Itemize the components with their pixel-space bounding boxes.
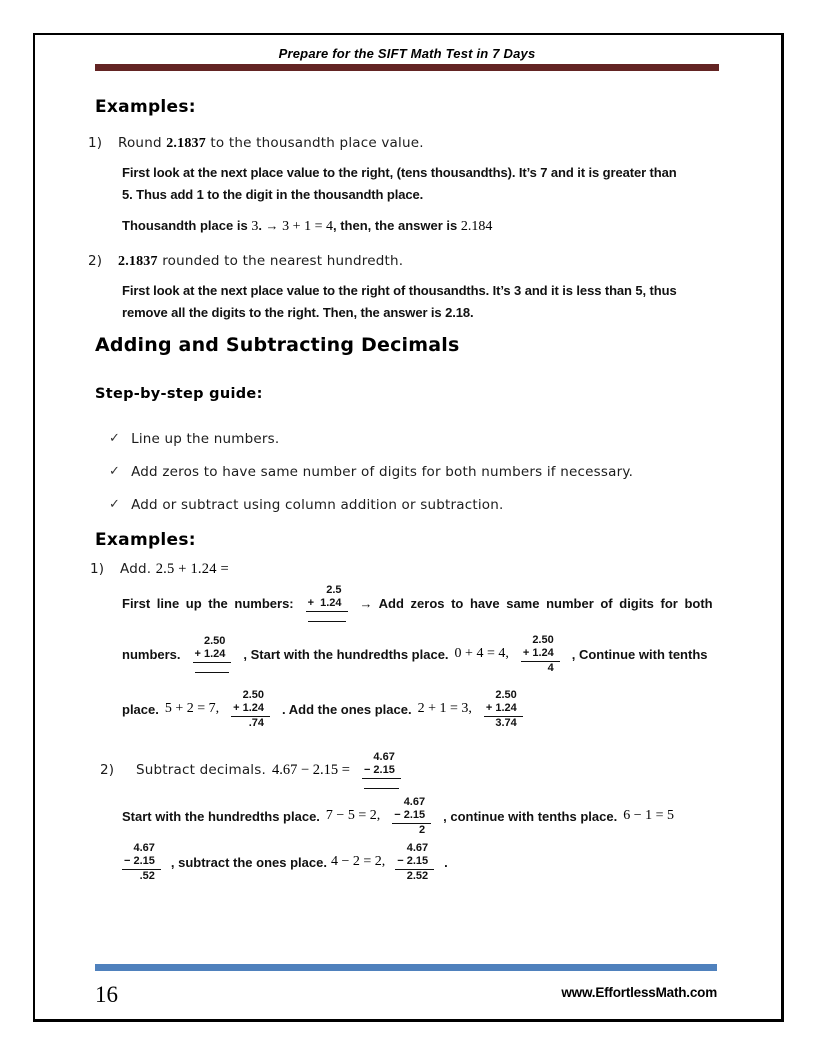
item-text-post: to the thousandth place value. — [210, 135, 424, 151]
item-equation: 4.67 − 2.15 = — [271, 761, 350, 778]
stack-operand: + 1.24 — [521, 647, 560, 662]
round-item-1 — [88, 135, 719, 152]
page-header-title: Prepare for the SIFT Math Test in 7 Days — [278, 46, 536, 61]
add-item-title — [90, 561, 719, 578]
step-list — [109, 431, 719, 513]
add-work-line-3 — [122, 686, 719, 732]
work-text: , continue with tenths place. — [443, 808, 618, 824]
step-text: Add or subtract using column addition or subtraction. — [131, 497, 504, 513]
add-work-line-1 — [122, 580, 719, 626]
stack-top: 4.67 — [373, 751, 395, 763]
checkmark-icon: ✓ — [109, 464, 121, 479]
stack-result: .74 — [248, 716, 265, 729]
step-item — [109, 497, 719, 513]
work-equation: 6 − 1 = 5 — [623, 808, 674, 823]
stack-top: 2.50 — [203, 635, 226, 647]
stack-operand: + 1.24 — [231, 702, 270, 717]
stack-result — [195, 663, 230, 673]
work-text: place. — [122, 701, 159, 717]
round-item-1-explanation — [122, 162, 719, 206]
subtract-work-line-2 — [122, 839, 719, 885]
work-equation: 0 + 4 = 4, — [454, 646, 509, 661]
explanation-line: 5. Thus add 1 to the digit in the thousandth place. — [122, 187, 424, 202]
stack-operand: + 1.24 — [306, 597, 348, 612]
stack-result: .52 — [139, 869, 155, 882]
column-addition-stack — [306, 584, 348, 622]
stack-result: 2.52 — [406, 869, 429, 882]
work-equation: 4 − 2 = 2, — [330, 854, 386, 869]
column-addition-stack — [193, 635, 232, 673]
work-equation: 7 − 5 = 2, — [325, 808, 381, 823]
checkmark-icon: ✓ — [109, 431, 121, 446]
column-subtraction-stack — [362, 751, 401, 789]
stack-operand: − 2.15 — [362, 764, 401, 779]
stack-operand: − 2.15 — [395, 855, 434, 870]
stack-result — [364, 779, 399, 789]
work-text: numbers. — [122, 646, 181, 662]
step-item — [109, 464, 719, 480]
section-heading: Adding and Subtracting Decimals — [95, 334, 460, 356]
result-answer: 2.184 — [460, 219, 493, 234]
guide-heading: Step-by-step guide: — [95, 386, 263, 402]
explanation-line: First look at the next place value to the right, (tens thousandths). It’s 7 and it is greater than — [122, 165, 677, 180]
item-number: 2) — [88, 253, 103, 269]
item-value: 2.1837 — [166, 136, 206, 151]
work-text: → Add zeros to have same number of digits for both — [359, 595, 713, 611]
stack-operand: − 2.15 — [122, 855, 161, 870]
work-text: . Add the ones place. — [282, 701, 412, 717]
item-text-post: rounded to the nearest hundredth. — [162, 253, 404, 269]
stack-result: 3.74 — [495, 716, 517, 729]
stack-result: 2 — [418, 823, 426, 836]
step-item — [109, 431, 719, 447]
stack-top: 2.50 — [242, 688, 265, 701]
column-addition-stack — [484, 689, 523, 730]
stack-top: 2.50 — [532, 633, 554, 646]
stack-result: 4 — [547, 661, 554, 674]
examples-heading-1: Examples: — [95, 97, 196, 117]
stack-operand: − 2.15 — [392, 809, 431, 824]
examples-heading-2: Examples: — [95, 530, 196, 550]
footer-rule — [95, 964, 717, 971]
subtract-work-line-1 — [122, 793, 719, 839]
step-text: Add zeros to have same number of digits for both numbers if necessary. — [131, 464, 634, 480]
work-text: First line up the numbers: — [122, 595, 294, 611]
work-text: Start with the hundredths place. — [122, 808, 320, 824]
work-text: , Start with the hundredths place. — [243, 646, 449, 662]
item-value: 2.1837 — [118, 254, 158, 269]
result-digit: 3 — [251, 219, 259, 234]
stack-top: 4.67 — [406, 841, 429, 854]
work-equation: 2 + 1 = 3, — [417, 701, 472, 716]
round-item-2 — [88, 253, 719, 270]
result-equation: 3 + 1 = 4 — [282, 219, 333, 234]
explanation-line: remove all the digits to the right. Then, the answer is 2.18. — [122, 305, 474, 320]
result-arrow: . → — [258, 218, 279, 233]
result-text: , then, the answer is — [332, 218, 458, 233]
column-addition-stack — [521, 634, 560, 675]
stack-result — [308, 612, 346, 622]
column-addition-stack — [231, 689, 270, 730]
item-number: 1) — [88, 135, 103, 151]
round-item-2-explanation — [122, 280, 719, 324]
column-subtraction-stack — [122, 842, 161, 883]
page-number: 16 — [95, 982, 118, 1007]
subtract-item-title — [100, 747, 719, 793]
website-url: www.EffortlessMath.com — [561, 985, 717, 1000]
round-item-1-result — [122, 218, 719, 235]
stack-operand: + 1.24 — [193, 648, 232, 663]
book-page — [33, 33, 784, 1022]
stack-operand: + 1.24 — [484, 702, 523, 717]
work-text: , Continue with tenths — [571, 646, 708, 662]
add-work-line-2 — [122, 631, 719, 677]
item-label: Subtract decimals. — [136, 762, 266, 778]
item-equation: 2.5 + 1.24 = — [155, 561, 229, 577]
item-number: 1) — [90, 561, 105, 577]
page-content — [35, 46, 781, 1022]
header-rule — [95, 64, 719, 71]
item-text-pre: Round — [118, 135, 162, 151]
stack-top: 2.5 — [326, 584, 342, 596]
column-subtraction-stack — [392, 796, 431, 837]
explanation-line: First look at the next place value to the right of thousandths. It’s 3 and it is less than 5, thus — [122, 283, 677, 298]
work-text: , subtract the ones place. — [170, 854, 327, 870]
step-text: Line up the numbers. — [131, 431, 280, 447]
work-equation: 5 + 2 = 7, — [164, 701, 220, 716]
stack-top: 4.67 — [133, 841, 155, 854]
result-text: Thousandth place is — [122, 218, 248, 233]
stack-top: 4.67 — [403, 795, 426, 808]
column-subtraction-stack — [395, 842, 434, 883]
item-label: Add. — [120, 561, 152, 577]
stack-top: 2.50 — [495, 688, 517, 701]
item-number: 2) — [100, 762, 115, 778]
checkmark-icon: ✓ — [109, 497, 121, 512]
work-text: . — [444, 854, 448, 870]
